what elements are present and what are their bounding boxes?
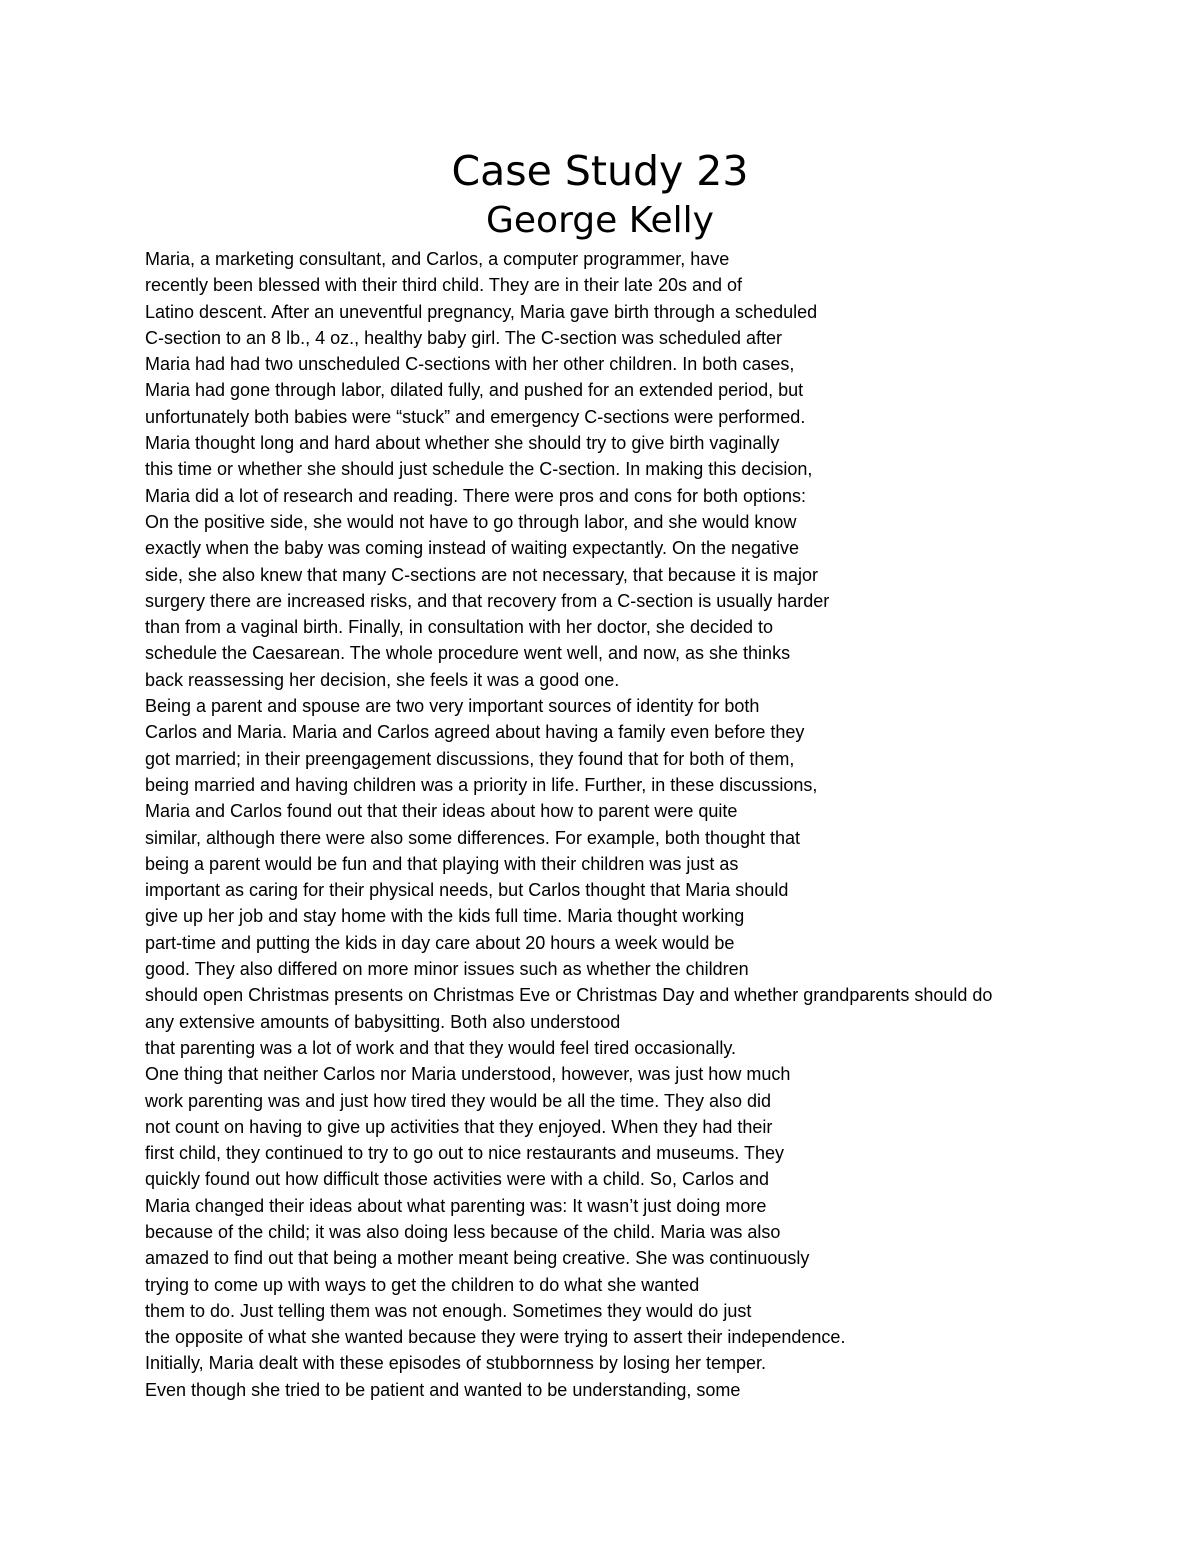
- body-text-line: schedule the Caesarean. The whole procedure went well, and now, as she thinks: [145, 643, 791, 664]
- body-text-line: Even though she tried to be patient and wanted to be understanding, some: [145, 1379, 741, 1400]
- body-text-line: side, she also knew that many C-sections are not necessary, that because it is major: [145, 564, 818, 585]
- body-text-line: recently been blessed with their third child. They are in their late 20s and of: [145, 275, 743, 296]
- body-text-line: quickly found out how difficult those activities were with a child. So, Carlos and: [145, 1169, 769, 1190]
- body-text-line: similar, although there were also some differences. For example, both thought that: [145, 827, 801, 848]
- body-text-line: Carlos and Maria. Maria and Carlos agreed about having a family even before they: [145, 722, 805, 743]
- body-text-line: should open Christmas presents on Christmas Eve or Christmas Day and whether grandparents should do: [145, 985, 993, 1006]
- body-text-line: One thing that neither Carlos nor Maria understood, however, was just how much: [145, 1064, 791, 1085]
- body-text-line: Maria thought long and hard about whether she should try to give birth vaginally: [145, 433, 780, 454]
- body-text-line: Being a parent and spouse are two very important sources of identity for both: [145, 696, 760, 717]
- body-text-line: Maria had gone through labor, dilated fully, and pushed for an extended period, but: [145, 380, 804, 401]
- body-text-line: being a parent would be fun and that playing with their children was just as: [145, 853, 739, 874]
- body-text-line: because of the child; it was also doing less because of the child. Maria was also: [145, 1221, 781, 1242]
- body-text-line: Latino descent. After an uneventful pregnancy, Maria gave birth through a scheduled: [145, 301, 818, 322]
- body-text-line: than from a vaginal birth. Finally, in consultation with her doctor, she decided to: [145, 617, 774, 638]
- body-text-line: this time or whether she should just schedule the C-section. In making this decision,: [145, 459, 813, 480]
- body-text-line: Maria had had two unscheduled C-sections with her other children. In both cases,: [145, 354, 795, 375]
- body-text-line: got married; in their preengagement discussions, they found that for both of them,: [145, 748, 795, 769]
- document-title: Case Study 23: [451, 147, 749, 195]
- body-text-line: Initially, Maria dealt with these episodes of stubbornness by losing her temper.: [145, 1353, 766, 1374]
- body-text-line: being married and having children was a priority in life. Further, in these discussions,: [145, 774, 818, 795]
- body-text-line: work parenting was and just how tired they would be all the time. They also did: [145, 1090, 772, 1111]
- body-text-line: not count on having to give up activities that they enjoyed. When they had their: [145, 1116, 773, 1137]
- body-text-line: give up her job and stay home with the kids full time. Maria thought working: [145, 906, 745, 927]
- body-text-line: surgery there are increased risks, and that recovery from a C-section is usually harder: [145, 590, 830, 611]
- body-text-line: the opposite of what she wanted because they were trying to assert their independence.: [145, 1327, 846, 1348]
- body-text-line: good. They also differed on more minor issues such as whether the children: [145, 959, 749, 980]
- body-text-line: unfortunately both babies were “stuck” and emergency C-sections were performed.: [145, 406, 806, 427]
- body-text-line: first child, they continued to try to go out to nice restaurants and museums. They: [145, 1143, 784, 1164]
- document-body: [145, 246, 1185, 1403]
- body-text-line: Maria and Carlos found out that their ideas about how to parent were quite: [145, 801, 738, 822]
- body-text-line: trying to come up with ways to get the children to do what she wanted: [145, 1274, 700, 1295]
- body-text-line: back reassessing her decision, she feels it was a good one.: [145, 669, 620, 690]
- body-text-line: On the positive side, she would not have to go through labor, and she would know: [145, 511, 797, 532]
- body-text-line: Maria, a marketing consultant, and Carlos, a computer programmer, have: [145, 249, 730, 269]
- body-text-line: them to do. Just telling them was not enough. Sometimes they would do just: [145, 1300, 752, 1321]
- body-text-line: amazed to find out that being a mother meant being creative. She was continuously: [145, 1248, 810, 1269]
- body-text-line: Maria changed their ideas about what parenting was: It wasn’t just doing more: [145, 1195, 767, 1216]
- document-subtitle: George Kelly: [486, 200, 714, 241]
- body-text-line: part-time and putting the kids in day care about 20 hours a week would be: [145, 932, 735, 953]
- body-text-line: C-section to an 8 lb., 4 oz., healthy baby girl. The C-section was scheduled after: [145, 327, 783, 348]
- body-text-line: important as caring for their physical needs, but Carlos thought that Maria should: [145, 880, 789, 901]
- body-text-line: exactly when the baby was coming instead of waiting expectantly. On the negative: [145, 538, 800, 559]
- body-text-line: Maria did a lot of research and reading. There were pros and cons for both options:: [145, 485, 807, 506]
- body-text-line: any extensive amounts of babysitting. Both also understood: [145, 1011, 621, 1032]
- body-text-line: that parenting was a lot of work and that they would feel tired occasionally.: [145, 1037, 737, 1058]
